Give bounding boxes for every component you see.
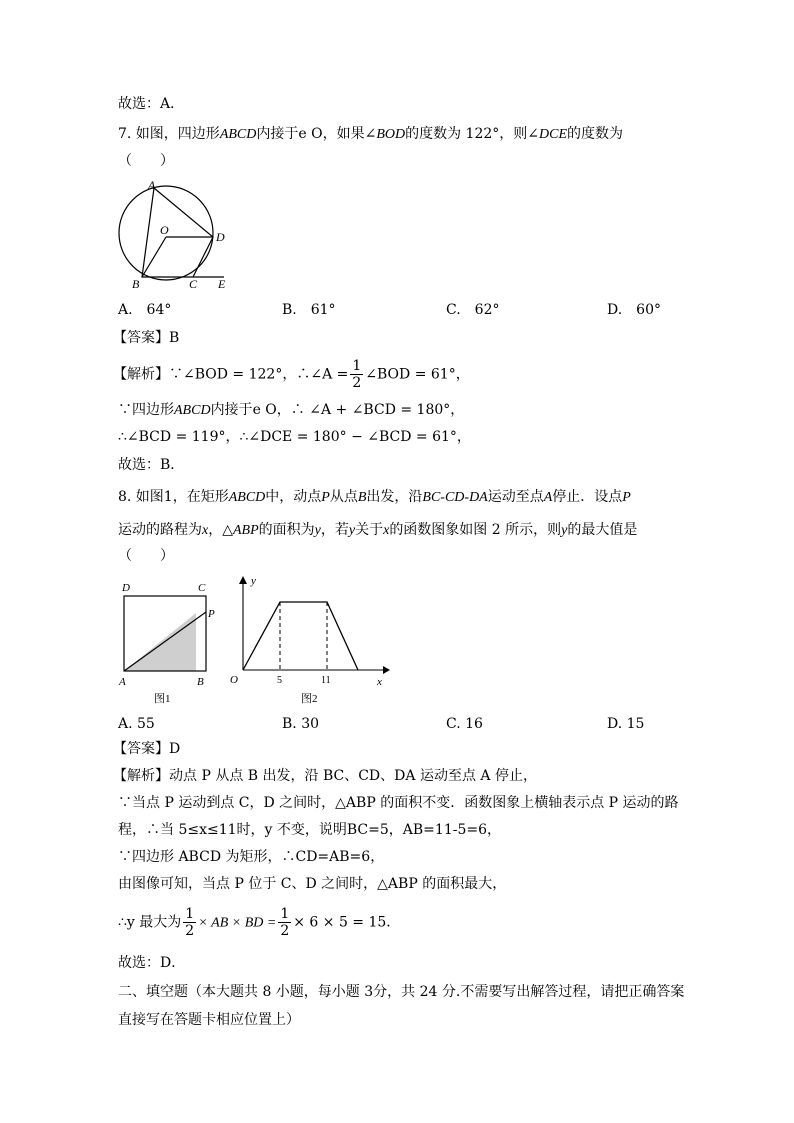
- q7-option-a: A. 64°: [118, 302, 172, 318]
- y-axis-arrow-icon: [239, 576, 247, 584]
- label-a: A: [148, 178, 156, 192]
- origin-label: O: [230, 674, 238, 686]
- q7-stem-text: 内接于: [256, 126, 299, 142]
- q8-var-y: y: [314, 523, 321, 538]
- q8-analysis-text: × 6 × 5 = 15．: [293, 914, 401, 931]
- q8-stem-text: 出发，沿: [366, 489, 423, 505]
- fraction-denominator: 2: [352, 375, 362, 391]
- figure2-caption: 图2: [301, 693, 318, 705]
- q7-analysis-text: 【解析】∵∠BOD = 122°，∴∠A =: [113, 366, 349, 383]
- tick-label-5: 5: [277, 675, 282, 686]
- fraction-one-half: [350, 358, 363, 391]
- q8-stem-line1: [118, 487, 631, 508]
- q8-var-b: B: [357, 490, 367, 505]
- q8-answer: 【答案】D: [113, 741, 181, 757]
- q8-stem-text: 的函数图象如图 2 所示，则: [389, 522, 562, 538]
- q8-paren: （ ）: [118, 548, 174, 564]
- section2-heading-line1: 二、填空题（本大题共 8 小题，每小题 3分，共 24 分.不需要写出解答过程，请把正确答案: [118, 984, 685, 1000]
- q8-analysis-line7: 故选：D．: [118, 955, 186, 971]
- fraction-numerator: 1: [185, 906, 195, 922]
- q8-analysis-line6: [118, 906, 400, 939]
- q7-analysis-line4: 故选：B．: [118, 457, 185, 473]
- function-graph-line: [243, 602, 358, 670]
- q8-analysis-line5: 由图像可知，当点 P 位于 C、D 之间时，△ABP 的面积最大，: [118, 876, 507, 892]
- fraction-one-half: [183, 906, 196, 939]
- q8-var-a: A: [543, 490, 553, 505]
- q7-analysis-text: ∠BOD = 61°，: [365, 366, 470, 383]
- q7-stem-text: 的度数为 122°，则∠: [405, 126, 540, 142]
- q7-stem: [118, 124, 623, 145]
- section2-heading-line2: 直接写在答题卡相应位置上）: [118, 1012, 300, 1028]
- q7-quad-label: ABCD: [174, 403, 211, 418]
- q8-stem-text: 8. 如图1，在矩形: [118, 489, 229, 505]
- q8-stem-text: 中，动点: [265, 489, 322, 505]
- label-a: A: [119, 676, 126, 688]
- fraction-denominator: 2: [185, 923, 195, 939]
- q8-var-x: x: [383, 523, 390, 538]
- x-axis-label: x: [377, 676, 382, 688]
- q8-stem-text: 的面积为: [258, 522, 315, 538]
- q8-analysis-line1: 【解析】动点 P 从点 B 出发，沿 BC、CD、DA 运动至点 A 停止，: [113, 768, 537, 784]
- q7-option-b: B. 61°: [282, 302, 336, 318]
- q6-answer-line: 故选：A．: [118, 96, 185, 112]
- q7-analysis-text: ，∴ ∠A + ∠BCD = 180°，: [276, 402, 465, 418]
- label-b: B: [132, 277, 140, 291]
- q8-figure2-graph: [226, 572, 392, 708]
- q7-angle2: DCE: [539, 127, 568, 142]
- q7-circle-label: e O: [298, 126, 323, 142]
- q8-option-d: D. 15: [607, 716, 645, 732]
- q7-analysis-line2: [118, 400, 464, 421]
- q8-rect-label: ABCD: [228, 490, 266, 505]
- q7-quad-label: ABCD: [219, 127, 257, 142]
- q7-analysis-text: 内接于: [210, 402, 253, 418]
- q8-stem-text: ，若: [320, 522, 349, 538]
- q8-option-c: C. 16: [446, 716, 483, 732]
- q8-var-p: P: [622, 490, 631, 505]
- q8-analysis-line4: ∵四边形 ABCD 为矩形，∴CD=AB=6，: [118, 849, 385, 865]
- q8-option-a: A. 55: [118, 716, 155, 732]
- label-o: O: [160, 223, 169, 237]
- q7-circle-figure: [114, 176, 244, 294]
- q7-stem-text: 的度数为: [567, 126, 624, 142]
- label-d: D: [122, 582, 130, 594]
- label-b: B: [197, 676, 204, 688]
- q7-analysis-line3: ∴∠BCD = 119°，∴∠DCE = 180° − ∠BCD = 61°，: [118, 429, 471, 445]
- q7-stem-text: ，如果∠: [322, 126, 377, 142]
- q8-figure1-rectangle: [114, 578, 224, 708]
- q7-circle-label: e O: [252, 402, 277, 418]
- q8-analysis-text: ∴y 最大为: [118, 914, 182, 931]
- fraction-numerator: 1: [352, 358, 362, 374]
- q7-stem-text: 7. 如图，四边形: [118, 126, 220, 142]
- fraction-denominator: 2: [280, 923, 290, 939]
- q7-analysis-text: ∵四边形: [118, 402, 174, 418]
- q8-var-y: y: [348, 523, 356, 538]
- q8-var-y: y: [561, 523, 568, 538]
- q8-stem-text: 运动的路程为: [118, 522, 202, 538]
- q8-analysis-line2: ∵当点 P 运动到点 C，D 之间时，△ABP 的面积不变．函数图象上横轴表示点 P 运动的路: [118, 795, 679, 811]
- fraction-numerator: 1: [280, 906, 290, 922]
- q7-option-d: D. 60°: [607, 302, 661, 318]
- q8-stem-text: 从点: [329, 489, 358, 505]
- q8-stem-line2: [118, 520, 637, 541]
- q7-angle1: BOD: [376, 127, 406, 142]
- label-c: C: [189, 277, 198, 291]
- fraction-one-half: [278, 906, 291, 939]
- shaded-triangle: [124, 613, 196, 671]
- q8-triangle-label: ABP: [233, 523, 259, 538]
- x-axis-arrow-icon: [383, 666, 390, 674]
- q8-stem-text: 停止．设点: [552, 489, 623, 505]
- q7-analysis-line1: [113, 358, 470, 391]
- segment-ob: [142, 237, 166, 277]
- q8-analysis-line3: 程，∴当 5≤x≤11时，y 不变，说明BC=5，AB=11-5=6，: [118, 822, 502, 838]
- q8-path-label: BC-CD-DA: [422, 490, 488, 505]
- label-p: P: [208, 608, 215, 620]
- q8-stem-text: 运动至点: [487, 489, 544, 505]
- q8-analysis-text: × AB × BD =: [198, 915, 277, 931]
- label-c: C: [198, 582, 206, 594]
- q8-stem-text: ，△: [208, 522, 233, 538]
- q8-stem-text: 关于: [355, 522, 384, 538]
- label-d: D: [216, 230, 225, 244]
- q8-var-x: x: [202, 523, 209, 538]
- q8-stem-text: 的最大值是: [567, 522, 638, 538]
- q7-answer: 【答案】B: [113, 330, 180, 346]
- q8-option-b: B. 30: [282, 716, 320, 732]
- figure1-caption: 图1: [154, 693, 171, 705]
- q8-var-p: P: [321, 490, 330, 505]
- label-e: E: [218, 277, 226, 291]
- q7-paren: （ ）: [118, 153, 174, 169]
- y-axis-label: y: [251, 575, 256, 587]
- q7-option-c: C. 62°: [446, 302, 500, 318]
- tick-label-11: 11: [321, 675, 331, 686]
